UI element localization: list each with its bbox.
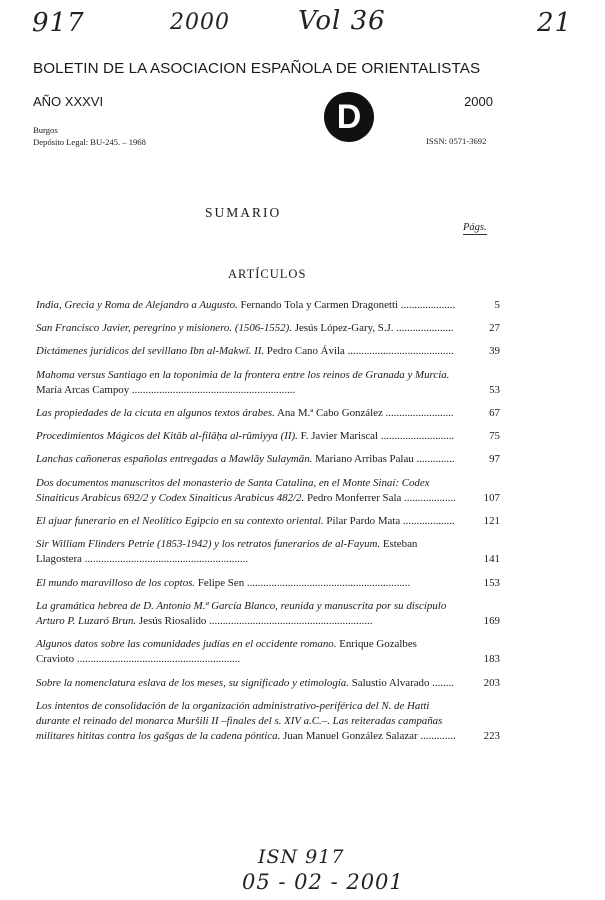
toc-entry <box>36 637 500 667</box>
entry-author: Esteban Llagostera <box>36 538 418 566</box>
issn: ISSN: 0571-3692 <box>426 136 487 146</box>
entry-author: Pedro Cano Ávila <box>266 345 345 358</box>
imprint <box>33 124 146 148</box>
toc-entry <box>36 537 500 567</box>
entry-author: Pilar Pardo Mata <box>326 515 401 528</box>
dot-leader: ........................... <box>378 430 455 443</box>
entry-author: Jesús López-Gary, S.J. <box>294 322 394 335</box>
entry-author: Jesús Riosalido <box>138 615 207 628</box>
handwritten-catalog-id: ISN 917 <box>258 846 345 868</box>
entry-title: Sir William Flinders Petrie (1853-1942) y los retratos funerarios de al-Fayum. <box>36 538 381 551</box>
entry-title: Los intentos de consolidación de la organización administrativo-periférica del N. de Hatti durante el reinado del monarca Muršili II –finales del s. XIV a.C.–. Las reiteradas campañas militares hititas contra los gašgas de la cadena póntica. <box>36 699 443 743</box>
handwritten-year: 2000 <box>170 10 230 35</box>
entry-page: 39 <box>489 345 500 358</box>
handwritten-volume: Vol 36 <box>298 6 386 36</box>
journal-title: BOLETIN DE LA ASOCIACION ESPAÑOLA DE ORIENTALISTAS <box>33 60 481 77</box>
entry-title: La gramática hebrea de D. Antonio M.ª García Blanco, reunida y manuscrita por su discípulo Arturo P. Luzaró Brun. <box>36 599 447 628</box>
dot-leader: ............. <box>417 730 456 743</box>
entry-page: 203 <box>483 676 500 689</box>
entry-author: Pedro Monferrer Sala <box>306 491 402 504</box>
entry-author: Juan Manuel González Salazar <box>283 730 418 743</box>
entry-author: Salustio Alvarado <box>351 676 430 689</box>
entry-title: Mahoma versus Santiago en la toponimia de la frontera entre los reinos de Granada y Murcia. <box>36 368 450 381</box>
entry-page: 27 <box>489 322 500 335</box>
dot-leader: ..................... <box>393 322 454 335</box>
toc-entry <box>36 452 500 467</box>
entry-author: María Arcas Campoy <box>36 383 130 396</box>
toc-entry <box>36 576 500 591</box>
entry-page: 97 <box>489 453 500 466</box>
toc-entry <box>36 676 500 691</box>
entry-author: Felipe Sen <box>197 576 245 589</box>
entry-title: El mundo maravilloso de los coptos. <box>36 576 196 589</box>
entry-title: San Francisco Javier, peregrino y misionero. (1506-1552). <box>36 322 292 335</box>
entry-page: 67 <box>489 407 500 420</box>
dot-leader: ................... <box>401 491 456 504</box>
legal-deposit: Depósito Legal: BU-245. – 1968 <box>33 137 146 147</box>
entry-title: India, Grecia y Roma de Alejandro a Augusto. <box>36 299 238 311</box>
toc-entry <box>36 368 500 398</box>
entry-page: 121 <box>483 515 500 528</box>
table-of-contents <box>36 298 500 752</box>
toc-entry <box>36 429 500 444</box>
publisher-logo <box>324 92 374 142</box>
dot-leader: ............................................................ <box>206 615 373 628</box>
dot-leader: .................... <box>398 299 456 311</box>
dot-leader: ............................................................ <box>129 383 296 396</box>
entry-page: 169 <box>483 615 500 628</box>
dot-leader: ........ <box>429 676 454 689</box>
logo-letter: D <box>336 98 362 136</box>
entry-page: 223 <box>483 730 500 743</box>
entry-page: 53 <box>489 383 500 396</box>
entry-page: 153 <box>483 576 500 589</box>
entry-page: 141 <box>483 553 500 566</box>
entry-title: Procedimientos Mágicos del Kitāb al-filāḥa al-rūmiyya (II). <box>36 430 298 443</box>
entry-title: Algunos datos sobre las comunidades judías en el occidente romano. <box>36 638 337 651</box>
entry-title: El ajuar funerario en el Neolítico Egipcio en su contexto oriental. <box>36 515 324 528</box>
year-row <box>33 94 493 114</box>
entry-title: Dictámenes jurídicos del sevillano Ibn al-Makwī. II. <box>36 345 265 358</box>
toc-entry <box>36 344 500 359</box>
entry-title: Sobre la nomenclatura eslava de los meses, su significado y etimología. <box>36 676 349 689</box>
entry-page: 75 <box>489 430 500 443</box>
entry-title: Dos documentos manuscritos del monasterio de Santa Catalina, en el Monte Sinaí: Codex Sinaiticus Arabicus 692/2 y Codex Sinaiticus Arabicus 482/2. <box>36 476 430 504</box>
handwritten-date: 05 - 02 - 2001 <box>242 870 404 894</box>
handwritten-shelf-number: 917 <box>32 8 85 38</box>
dot-leader: ............................................................ <box>244 576 411 589</box>
dot-leader: .............. <box>413 453 455 466</box>
toc-entry <box>36 699 500 745</box>
entry-page: 183 <box>483 653 500 666</box>
dot-leader: ....................................... <box>344 345 454 358</box>
entry-author: Ana M.ª Cabo González <box>277 407 383 420</box>
year-label: AÑO XXXVI <box>33 94 104 109</box>
entry-page: 5 <box>494 299 500 311</box>
pages-label: Págs. <box>463 222 487 233</box>
toc-entry <box>36 298 500 313</box>
dot-leader: ............................................................ <box>81 553 249 566</box>
dot-leader: ................... <box>400 515 455 528</box>
toc-entry <box>36 321 500 336</box>
entry-author: Enrique Gozalbes Cravioto <box>36 638 417 666</box>
entry-author: F. Javier Mariscal <box>300 430 379 443</box>
imprint-city: Burgos <box>33 125 58 135</box>
contents-heading: SUMARIO <box>205 205 282 220</box>
toc-entry <box>36 476 500 506</box>
section-heading: ARTÍCULOS <box>228 267 307 281</box>
toc-entry <box>36 514 500 529</box>
entry-author: Fernando Tola y Carmen Dragonetti <box>240 299 399 311</box>
entry-title: Las propiedades de la cicuta en algunos textos árabes. <box>36 407 275 420</box>
handwritten-corner-mark: 21 <box>537 8 573 38</box>
entry-page: 107 <box>483 491 500 504</box>
entry-title: Lanchas cañoneras españolas entregadas a Mawlāy Sulaymān. <box>36 453 313 466</box>
entry-author: Mariano Arribas Palau <box>315 453 414 466</box>
dot-leader: ......................... <box>382 407 454 420</box>
toc-entry <box>36 406 500 421</box>
toc-entry <box>36 599 500 629</box>
publication-year: 2000 <box>464 94 493 109</box>
dot-leader: ............................................................ <box>74 653 241 666</box>
